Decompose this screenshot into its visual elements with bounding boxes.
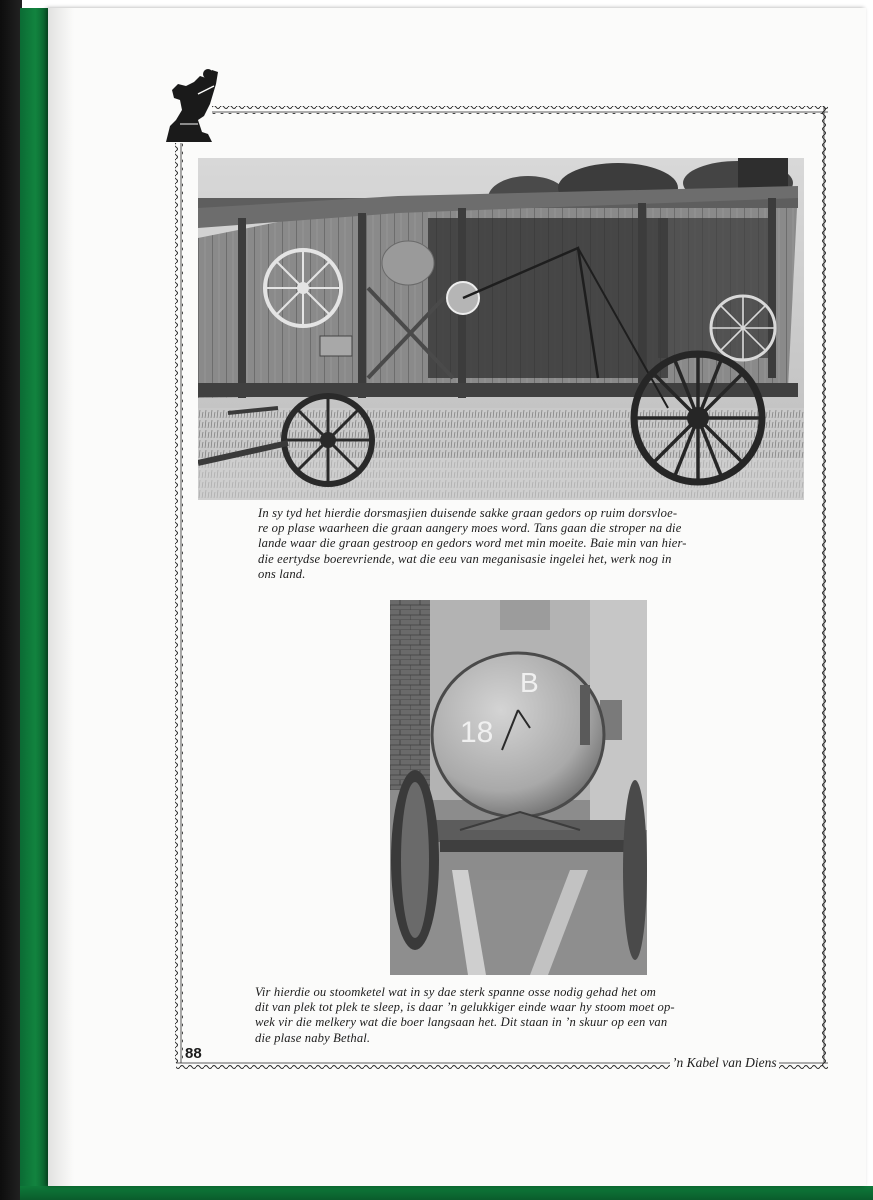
caption-line: re op plase waarheen die graan aangery moes word. Tans gaan die stroper na die [258, 521, 682, 536]
book-cover-bottom-edge [20, 1186, 873, 1200]
steam-boiler-photo [390, 600, 647, 975]
boiler-marking-letter: B [520, 667, 539, 698]
steam-boiler-caption [255, 985, 803, 1046]
caption-line: In sy tyd het hierdie dorsmasjien duisende sakke graan gedors op ruim dorsvloe- [258, 506, 678, 520]
logo-emblem-icon [158, 64, 220, 146]
caption-line: lande waar die graan gestroop en gedors word met min moeite. Baie min van hier- [258, 536, 687, 551]
caption-line: die eertydse boerevriende, wat die eeu van meganisasie ingelei het, werk nog in [258, 551, 672, 566]
page-number: 88 [185, 1045, 202, 1062]
scan-background [0, 0, 22, 1200]
boiler-marking-number: 18 [460, 716, 494, 749]
caption-line: die plase naby Bethal. [255, 1030, 371, 1045]
caption-line: dit van plek tot plek te sleep, is daar ’n gelukkiger einde waar hy stoom moet op- [255, 1000, 675, 1015]
caption-line: Vir hierdie ou stoomketel wat in sy dae sterk spanne osse nodig gehad het om [255, 985, 657, 999]
running-footer-title: ’n Kabel van Diens [672, 1055, 777, 1070]
book-cover-edge [20, 8, 48, 1193]
page-gutter-shadow [48, 8, 74, 1186]
caption-line: ons land. [258, 566, 306, 581]
threshing-machine-caption [258, 506, 778, 582]
caption-line: wek vir die melkery wat die boer langsaan het. Dit staan in ’n skuur op een van [255, 1015, 668, 1030]
threshing-machine-photo [198, 158, 804, 500]
